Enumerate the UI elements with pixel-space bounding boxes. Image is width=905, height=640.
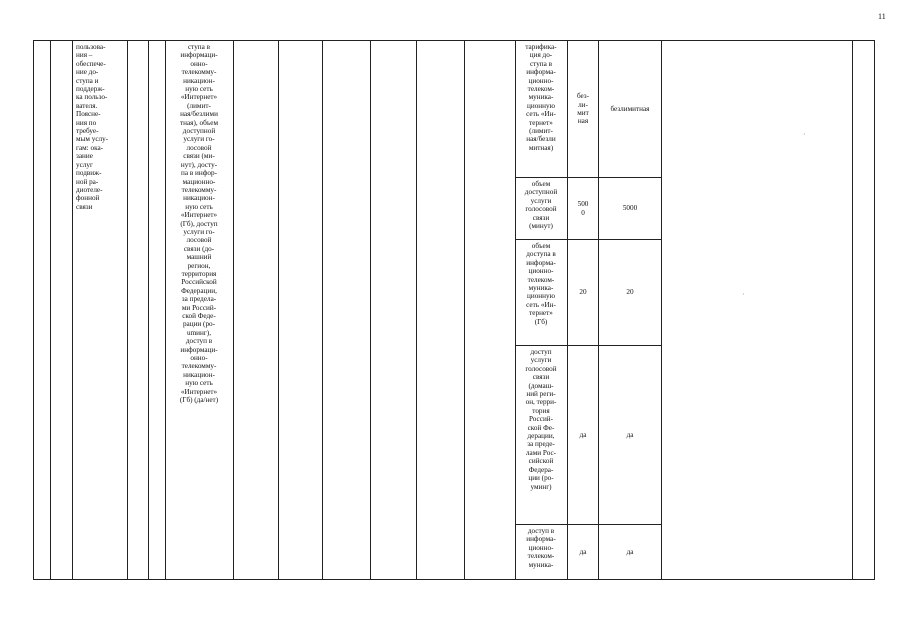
- column-line: [233, 40, 234, 580]
- scan-speck: ·: [803, 130, 806, 139]
- row-value-2: да: [626, 430, 634, 439]
- column-line: [50, 40, 51, 580]
- row-value-2: безлимитная: [610, 104, 650, 113]
- row-value-1: 500 0: [577, 200, 589, 217]
- column-line: [278, 40, 279, 580]
- column-line: [127, 40, 128, 580]
- column-line: [852, 40, 853, 580]
- table-bottom-border: [33, 579, 874, 580]
- row-name: доступ услуги голосовой связи (домаш- ний реги- он, терри- тория Россий- ской Фе- дерации, за преде- лами Рос- сийской Федера- ции (ро- уминг): [525, 348, 557, 491]
- table-top-border: [33, 40, 874, 41]
- column-line: [874, 40, 875, 580]
- row-name: объем доступной услуги голосовой связи (минут): [524, 180, 558, 231]
- page-number: 11: [878, 12, 886, 21]
- scan-speck: ·: [742, 290, 745, 299]
- row-name: объем доступа в информа- ционно- телеком- муника- ционную сеть «Ин- тернет» (Гб): [526, 242, 556, 326]
- column-line: [370, 40, 371, 580]
- row-value-1: 20: [579, 288, 587, 297]
- column-a-text: пользова- ния – обеспече- ние до- ступа и поддерж- ка пользо- вателя. Поясне- ния по требуе- мым услу- гам: ока- зание услуг подвиж- ной ра- диотеле- фонной связи: [76, 43, 109, 211]
- column-line: [72, 40, 73, 580]
- row-value-2: 20: [626, 288, 634, 297]
- column-line: [33, 40, 34, 580]
- row-name: тарифика- ция до- ступа в информа- ционно- телеком- муника- ционную сеть «Ин- тернет» (лимит- ная/безли митная): [525, 43, 557, 152]
- column-line: [416, 40, 417, 580]
- row-value-1: да: [579, 547, 587, 556]
- row-name: доступ в информа- ционно- телеком- муника-: [526, 527, 556, 569]
- column-line: [661, 40, 662, 580]
- row-value-2: 5000: [622, 204, 638, 213]
- column-line: [464, 40, 465, 580]
- row-value-1: без- ли- мит ная: [576, 92, 590, 126]
- column-line: [148, 40, 149, 580]
- column-line: [322, 40, 323, 580]
- row-value-2: да: [626, 547, 634, 556]
- column-b-text: ступа в информаци- онно- телекомму- никацион- ную сеть «Интернет» (лимит- ная/безлими тная), объем доступной услуги го- лосовой связи (ми- нут), досту- па в инфор- мационно- телекомму- никацион- ную сеть «Интернет» (Гб), доступ услуги го- лосовой связи (до- машний регион, территория Российской Федерации, за предела- ми Россий- ской Феде- рации (ро- umинг), доступ в информаци- онно- телекомму- никацион- ную сеть «Интернет» (Гб) (да/нет): [179, 43, 219, 405]
- row-value-1: да: [579, 430, 587, 439]
